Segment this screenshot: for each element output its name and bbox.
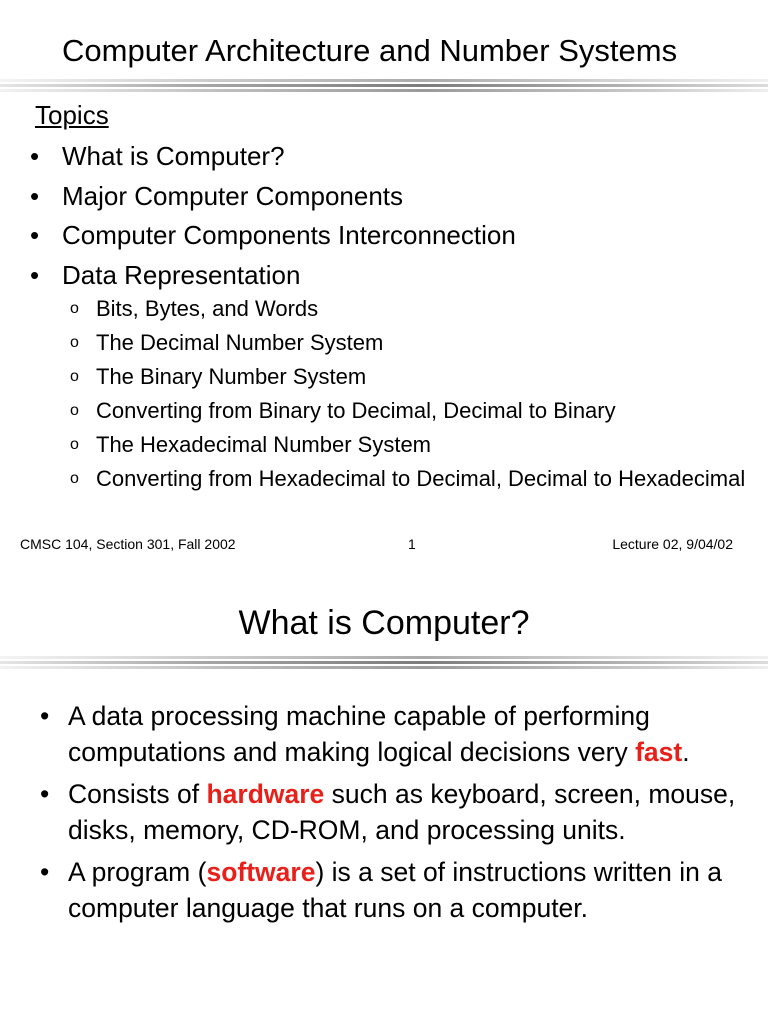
list-item-text: What is Computer? [62,141,285,171]
sub-list-item-text: Converting from Hexadecimal to Decimal, Decimal to Hexadecimal [96,466,746,491]
sub-list-item-text: Converting from Binary to Decimal, Decimal to Binary [96,398,616,423]
sub-bullet-icon: o [70,368,79,385]
bullet-icon: • [30,141,40,171]
list-item [30,177,516,217]
topic-list [30,137,516,295]
sub-bullet-icon: o [70,436,79,453]
sub-list-item-text: The Decimal Number System [96,330,384,355]
title-divider [0,79,768,95]
sub-bullet-icon: o [70,470,79,487]
sub-list-item [70,397,750,424]
list-item [30,256,516,296]
slide-title: Computer Architecture and Number Systems [62,33,678,68]
sub-list-item [70,295,750,322]
keyword-highlight: fast [635,737,683,767]
bullet-icon: • [40,701,50,731]
keyword-highlight: software [206,857,316,887]
sub-list-item-text: The Hexadecimal Number System [96,432,432,457]
list-item [40,854,740,926]
footer-page-number: 1 [408,536,416,552]
bullet-icon: • [30,220,40,250]
text-segment: A data processing machine capable of performing computations and making logical decisions very [68,701,650,767]
footer-course: CMSC 104, Section 301, Fall 2002 [20,536,236,552]
bullet-icon: • [40,779,50,809]
list-item [30,137,516,177]
sub-list-item [70,465,750,492]
list-item-text: Computer Components Interconnection [62,220,516,250]
footer-lecture: Lecture 02, 9/04/02 [612,536,733,552]
list-item [40,698,740,770]
sub-bullet-icon: o [70,300,79,317]
list-item [40,776,740,848]
slide-2 [0,575,768,1024]
title-divider [0,656,768,672]
text-segment: such as keyboard, screen, mouse, disks, memory, CD-ROM, and processing units. [68,779,736,845]
sub-list-item [70,363,750,390]
sub-list-item [70,431,750,458]
definition-list [40,698,740,932]
bullet-icon: • [40,857,50,887]
list-item [30,216,516,256]
sub-list-item [70,329,750,356]
text-segment: A program ( [68,857,207,887]
text-segment: . [682,737,690,767]
bullet-icon: • [30,180,40,211]
topics-heading: Topics [35,100,109,130]
list-item-text: Data Representation [62,259,301,290]
keyword-highlight: hardware [206,779,325,809]
data-representation-sublist [70,295,750,499]
slide-title: What is Computer? [238,604,530,642]
list-item-text: Major Computer Components [62,180,404,211]
text-segment: Consists of [68,779,207,809]
sub-bullet-icon: o [70,334,79,351]
sub-list-item-text: The Binary Number System [96,364,367,389]
bullet-icon: • [30,259,40,290]
sub-bullet-icon: o [70,402,79,419]
text-segment: ) is a set of instructions written in a computer language that runs on a computer. [68,857,722,923]
sub-list-item-text: Bits, Bytes, and Words [96,296,319,321]
